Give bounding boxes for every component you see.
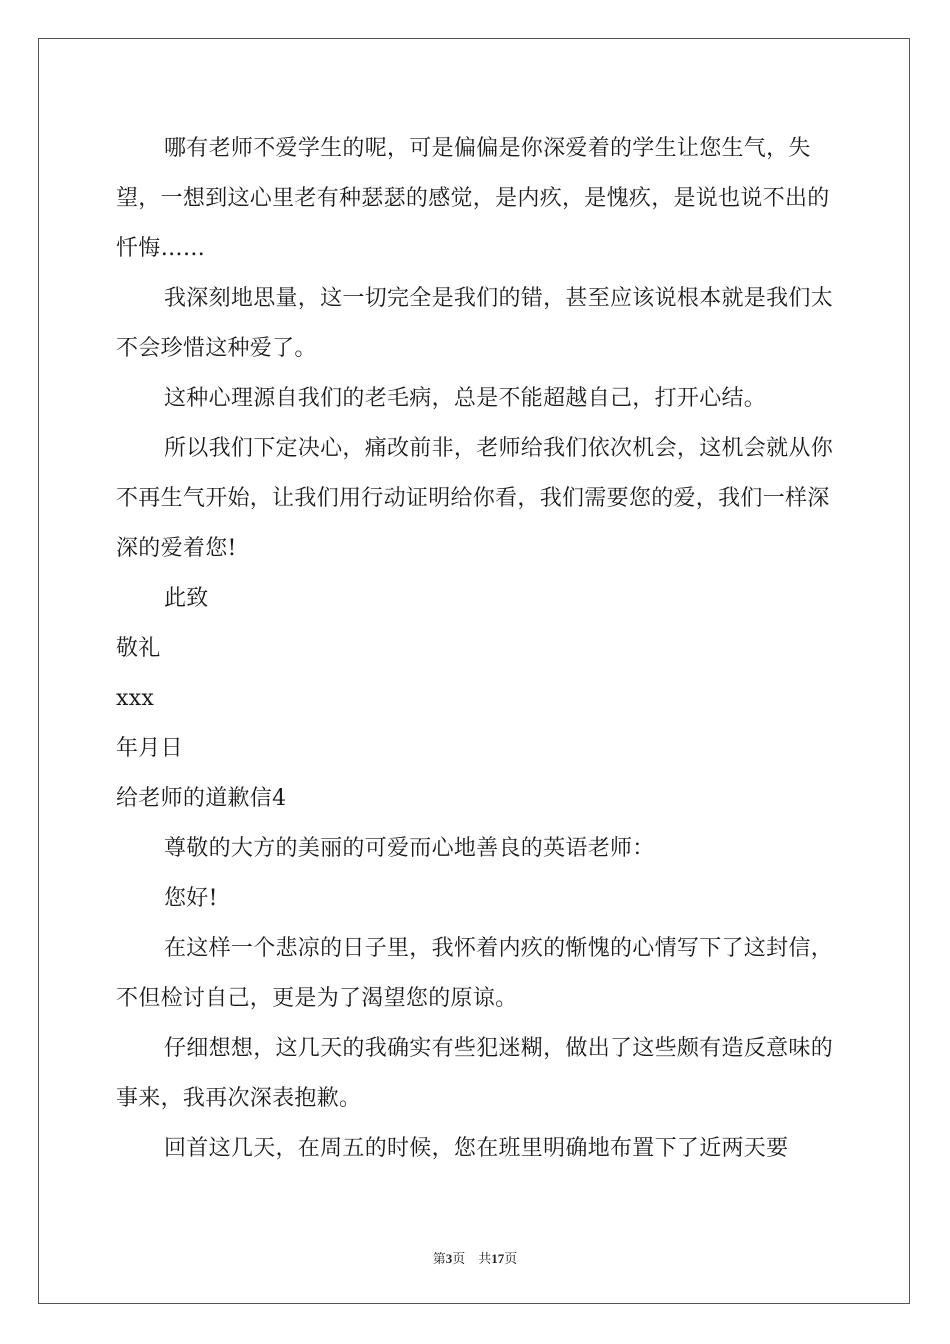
page-prefix: 第 [432,1252,446,1267]
date-line: 年月日 [116,736,183,761]
paragraph: 这种心理源自我们的老毛病，总是不能超越自己，打开心结。 [164,386,767,411]
paragraph: 仔细想想，这几天的我确实有些犯迷糊，做出了这些颇有造反意味的事来，我再次深表抱歉。 [116,1036,834,1111]
page-current: 3 [445,1251,453,1266]
greeting-hello: 您好! [164,886,218,911]
paragraph: 哪有老师不爱学生的呢，可是偏偏是你深爱着的学生让您生气，失望，一想到这心里老有种瑟瑟的感觉，是内疚，是愧疚，是说也说不出的忏悔…… [116,136,830,261]
closing-respect: 敬礼 [116,636,161,661]
paragraph: 在这样一个悲凉的日子里，我怀着内疚的惭愧的心情写下了这封信，不但检讨自己，更是为了渴望您的原谅。 [116,936,834,1011]
paragraph: 我深刻地思量，这一切完全是我们的错，甚至应该说根本就是我们太不会珍惜这种爱了。 [116,286,834,361]
page-total: 17 [491,1251,505,1266]
closing-salutation: 此致 [164,586,209,611]
page-suffix: 页 [504,1252,518,1267]
paragraph: 所以我们下定决心，痛改前非，老师给我们依次机会，这机会就从你不再生气开始，让我们用行动证明给你看，我们需要您的爱，我们一样深深的爱着您! [116,436,834,561]
page-mid: 页 共 [452,1252,492,1267]
section-title: 给老师的道歉信4 [116,786,287,811]
page-footer [0,1248,950,1267]
paragraph: 回首这几天，在周五的时候，您在班里明确地布置下了近两天要 [164,1136,789,1161]
signature: xxx [116,686,155,711]
greeting: 尊敬的大方的美丽的可爱而心地善良的英语老师： [164,836,655,861]
document-body [116,124,834,1174]
